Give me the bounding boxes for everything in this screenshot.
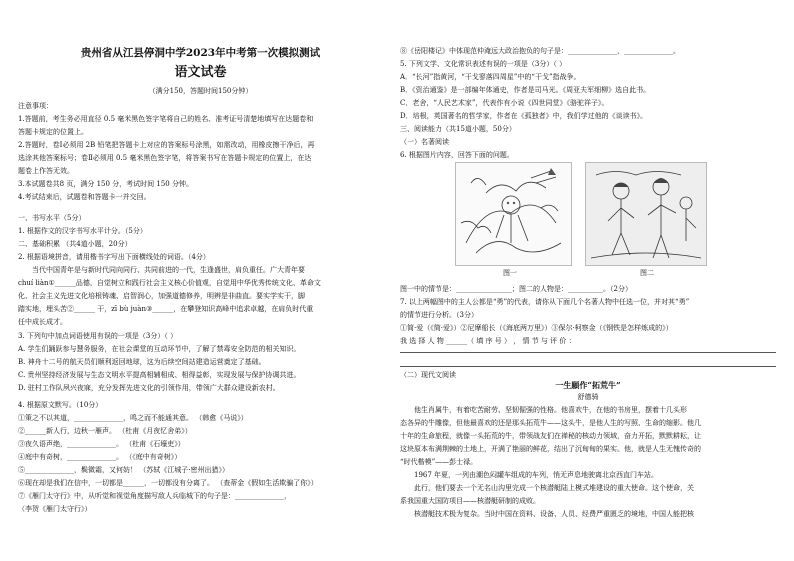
article-paragraph-line: 系我国重大国防项目——核潜艇研制的成败。 — [400, 497, 540, 505]
dictation-item: ③夜久语声绝，______________。 （杜甫《石壕吏》） — [18, 440, 185, 448]
dictation-item: ⑦《雁门太守行》中，从听觉和视觉角度描写敌人兵临城下的句子是：______________， — [18, 492, 291, 500]
notice-line: 答题卡规定的位置上。 — [18, 128, 88, 136]
article-author: 舒德骑 — [577, 393, 599, 401]
article-paragraph-line: 态各异的牛雕像，但他最喜欢的还是那头拓荒牛——这头牛，是他人生的写照、生命的缩影。他几 — [400, 419, 701, 427]
question-text: 4. 根据原文默写。（10分） — [18, 401, 103, 409]
question-text: 7. 以上两幅图中的主人公都是“勇”的代表，请你从下面几个名著人物中任选一位，并对其“勇” — [400, 298, 690, 306]
subsection-heading: （一）名著阅读 — [400, 138, 449, 146]
option-line: C. 贵州坚持经济发展与生态文明水平提高相辅相成、相得益彰，实现发展与保护协调共进。 — [18, 371, 301, 379]
right-column — [400, 0, 776, 561]
figure-1-caption: 图一 — [503, 269, 517, 277]
question-text: 1. 根据作文的汉字书写水平计分。（5分） — [18, 227, 147, 235]
exam-title: 贵州省从江县停洞中学2023年中考第一次模拟测试 — [80, 47, 321, 59]
figure-1-illustration — [455, 162, 572, 266]
article-title: 一生願作“拓荒牛” — [555, 380, 621, 390]
notice-line: 选涂其他答案标号；卷Ⅱ必须用 0.5 毫米黑色签字笔，将答案书写在答题卡规定的位置上，在达 — [18, 154, 312, 162]
dictation-item: ①策之不以其道，______________，鸣之而不能通其意。 （韩愈《马说》） — [18, 414, 248, 422]
article-paragraph-line: “时代楷模”——彭士禄。 — [400, 458, 478, 466]
answer-prompt: 我 选 择 人 物 ______（ 填 序 号 ） ， 情 节 与 评 价 ： — [400, 337, 576, 345]
passage-line: chuí liàn①______品德，自觉树立和践行社会主义核心价值观，自觉用中华优秀传统文化、革命文 — [18, 279, 321, 287]
score-info: （满分150，答题时间150分钟） — [148, 87, 253, 95]
notice-line: 1.答题前，考生务必用直径 0.5 毫米黑色签字笔将自己的姓名、准考证号清楚地填写在达题卷和 — [18, 115, 314, 123]
figure-2-caption: 图二 — [640, 269, 654, 277]
option-line: C．老舍，“人民艺术家”，代表作有小说《四世同堂》《骆驼祥子》。 — [400, 99, 609, 107]
question-text: 6. 根据图片内容，回答下面的问题。 — [400, 151, 514, 159]
article-paragraph-line: 1967 年夏，一列由潮色闷罐车组成的车列，悄无声息地驶离北京西直门车站。 — [414, 471, 659, 479]
option-line: B．《资治通鉴》是一部编年体通史，作者是司马光。《周亚夫军细柳》选自此书。 — [400, 86, 651, 94]
question-text: 的情节进行分析。（3分） — [400, 311, 478, 319]
option-line: ①简·爱（《简·爱》）②尼摩船长（《海底两万里》）③保尔·柯察金（《钢铁是怎样炼成的》） — [400, 324, 673, 332]
notice-heading: 注意事项： — [18, 102, 53, 110]
notice-line: 3.本试题卷共8 页，满分 150 分，考试时间 150 分钟。 — [18, 180, 193, 188]
option-line: D. 驻村工作队夙兴夜寐，充分发挥先进文化的引领作用，带领广大群众建设新农村。 — [18, 384, 280, 392]
dictation-item: ⑤______________，鬓微霜，又何妨！ （苏轼《江城子·密州出猎》） — [18, 466, 229, 474]
left-column — [18, 0, 383, 561]
option-line: A. 学生们踊跃参与慧务服务，在社会课堂的互动环节中，了解了禁毒安全防范的相关知识。 — [18, 345, 301, 353]
section-heading: 三、阅读能力（共15道小题，50分） — [400, 125, 516, 133]
dictation-item: ②______新人行，边秋一雁声。 （杜甫《月夜忆舍弟》） — [18, 427, 192, 435]
answer-line — [400, 366, 776, 367]
question-text: 5. 下列文学、文化常识表述有误的一项是（3分）（ ） — [400, 60, 567, 68]
dictation-item: ④庭中有奇树，______________。 （《庭中有奇树》） — [18, 453, 182, 461]
battle-scene-image — [456, 163, 571, 265]
section-heading: 一、书写水平（5分） — [18, 214, 86, 222]
option-line: D．培根，英国著名的哲学家，作者在《孤独者》中，我们学过他的《谈读书》。 — [400, 112, 648, 120]
passage-line: 化、社会主义先进文化培根铸魂、启智润心，加强道德修养，明辨是非曲直。要实学实干，脚 — [18, 292, 305, 300]
question-text: 图一中的情节是：________________；图二的人物是：__________。（2分） — [400, 285, 632, 293]
article-paragraph-line: 核潜艇技术极为复杂。当时中国在资料、设备、人员、经费严重匮乏的境地，中国人能把核 — [414, 510, 694, 518]
question-text: 2. 根据语境拼音，请用楷书字写出下面横线处的词语。（4分） — [18, 253, 210, 261]
passage-line: 踏实地，埋头苦②______ 干，zī bù juàn③______，在攀登知识高峰中追求卓越，在肩负时代重 — [18, 305, 314, 313]
figure-2-illustration — [585, 162, 707, 266]
passage-line: 当代中国青年是与新时代同向同行、共同前进的一代，生逢盛世，肩负重任。广大青年要 — [32, 266, 305, 274]
dictation-item: ⑧《岳阳楼记》中体现范仲淹远大政治抱负的句子是：______________，______________。 — [400, 47, 680, 55]
section-heading: 二、基础积累 （共4道小题，20分） — [18, 240, 132, 248]
article-paragraph-line: 这块原本布满荆棘的土地上，开满了艳丽的鲜花，结出了沉甸甸的果实。他，就是人生无愧传奇的 — [400, 445, 701, 453]
exam-subtitle: 语文试卷 — [174, 65, 227, 80]
subsection-heading: （二）现代文阅读 — [400, 371, 456, 379]
notice-line: 4.考试结束后，试题卷和答题卡一并交回。 — [18, 193, 151, 201]
answer-line — [400, 352, 776, 353]
passage-line: 任中成长成才。 — [18, 318, 67, 326]
dictation-item: ⑥现在却是我们在信中，一切都是______，一切都没有分离了。 （查蒂金《假如生活欺骗了你》） — [18, 479, 318, 487]
article-paragraph-line: 他生肖属牛，有着吃苦耐劳、坚韧倔强的性格。他喜欢牛，在他的书房里，摆着十几头形 — [414, 406, 687, 414]
dictation-item: （李贺《雁门太守行》） — [18, 505, 92, 513]
option-line: A．“长河”指黄河，“干戈寥落四周星”中的“干戈”指战争。 — [400, 73, 581, 81]
article-paragraph-line: 十年的生命旅程，就像一头拓荒的牛，带领战友们在禅秘的核动力领域，奋力开拓，默默耕耘，让 — [400, 432, 701, 440]
notice-line: 2.答题时，卷Ⅰ必须用 2B 铅笔把答题卡上对应的答案标号涂黑，如需改动，用橡皮擦干净后，再 — [18, 141, 315, 149]
question-text: 3. 下列句中加点词语使用有误的一项是（3分）（ ） — [18, 332, 178, 340]
characters-scene-image — [586, 163, 706, 265]
article-paragraph-line: 此行，他们要去一个无名山沟里完成一个核潜艇陆上模式堆建设的重大使命。这个使命，关 — [414, 484, 694, 492]
notice-line: 题卷上作答无效。 — [18, 167, 74, 175]
option-line: B. 神舟十二号的航天员们顺利返回地球，这为后续空间站建造运营奠定了基础。 — [18, 358, 266, 366]
